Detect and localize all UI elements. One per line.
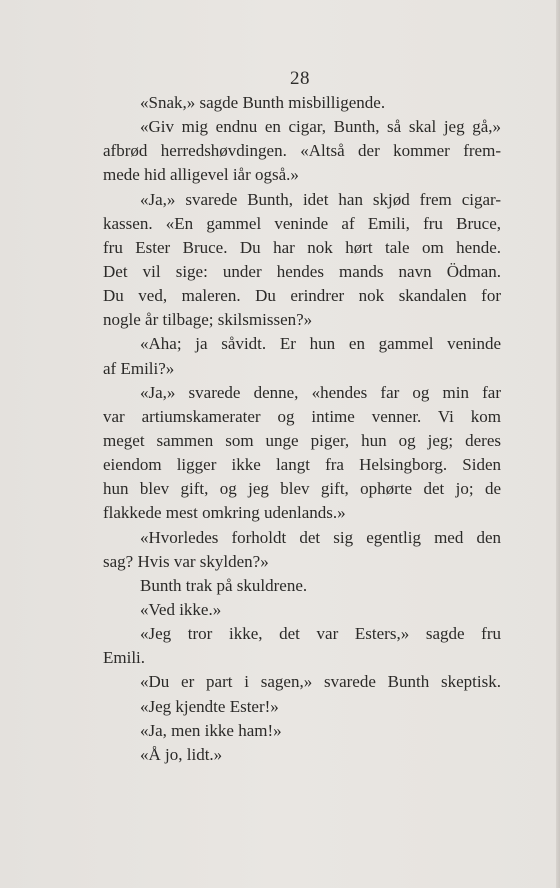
text-line: kassen. «En gammel veninde af Emili, fru Bruce, (103, 213, 501, 233)
text-line: «Aha; ja såvidt. Er hun en gammel veninde (140, 334, 501, 354)
text-line: Emili. (103, 648, 146, 668)
text-line: var artiumskamerater og intime venner. Vi kom (103, 406, 501, 426)
text-line: «Hvorledes forholdt det sig egentlig med den (140, 527, 501, 547)
text-line: Det vil sige: under hendes mands navn Ödman. (103, 261, 501, 281)
text-line: fru Ester Bruce. Du har nok hørt tale om hende. (103, 237, 501, 257)
text-line: afbrød herredshøvdingen. «Altså der kommer frem- (103, 141, 501, 161)
text-line: «Ved ikke.» (140, 599, 222, 619)
text-line: meget sammen som unge piger, hun og jeg; deres (103, 430, 501, 450)
text-line: «Jeg kjendte Ester!» (140, 696, 279, 716)
text-line: Bunth trak på skuldrene. (140, 575, 308, 595)
text-line: mede hid alligevel iår også.» (103, 165, 299, 185)
text-line: nogle år tilbage; skilsmissen?» (103, 310, 313, 330)
text-line: eiendom ligger ikke langt fra Helsingborg. Siden (103, 455, 501, 475)
body-text (103, 91, 501, 767)
text-line: af Emili?» (103, 358, 175, 378)
text-line: sag? Hvis var skylden?» (103, 551, 269, 571)
text-line: Du ved, maleren. Du erindrer nok skandalen for (103, 286, 501, 306)
text-line: «Snak,» sagde Bunth misbilligende. (140, 93, 386, 112)
text-line: «Ja,» svarede Bunth, idet han skjød frem cigar- (140, 189, 501, 209)
text-line: «Å jo, lidt.» (140, 744, 223, 764)
text-line: flakkede mest omkring udenlands.» (103, 503, 346, 523)
text-line: «Du er part i sagen,» svarede Bunth skeptisk. (140, 672, 501, 692)
text-line: «Jeg tror ikke, det var Esters,» sagde fru (140, 624, 501, 644)
text-line: hun blev gift, og jeg blev gift, ophørte det jo; de (103, 479, 501, 499)
page-number: 28 (290, 68, 310, 89)
text-line: «Ja,» svarede denne, «hendes far og min far (140, 382, 501, 402)
text-line: «Ja, men ikke ham!» (140, 720, 282, 740)
page-edge (556, 0, 560, 888)
text-line: «Giv mig endnu en cigar, Bunth, så skal jeg gå,» (140, 117, 501, 137)
